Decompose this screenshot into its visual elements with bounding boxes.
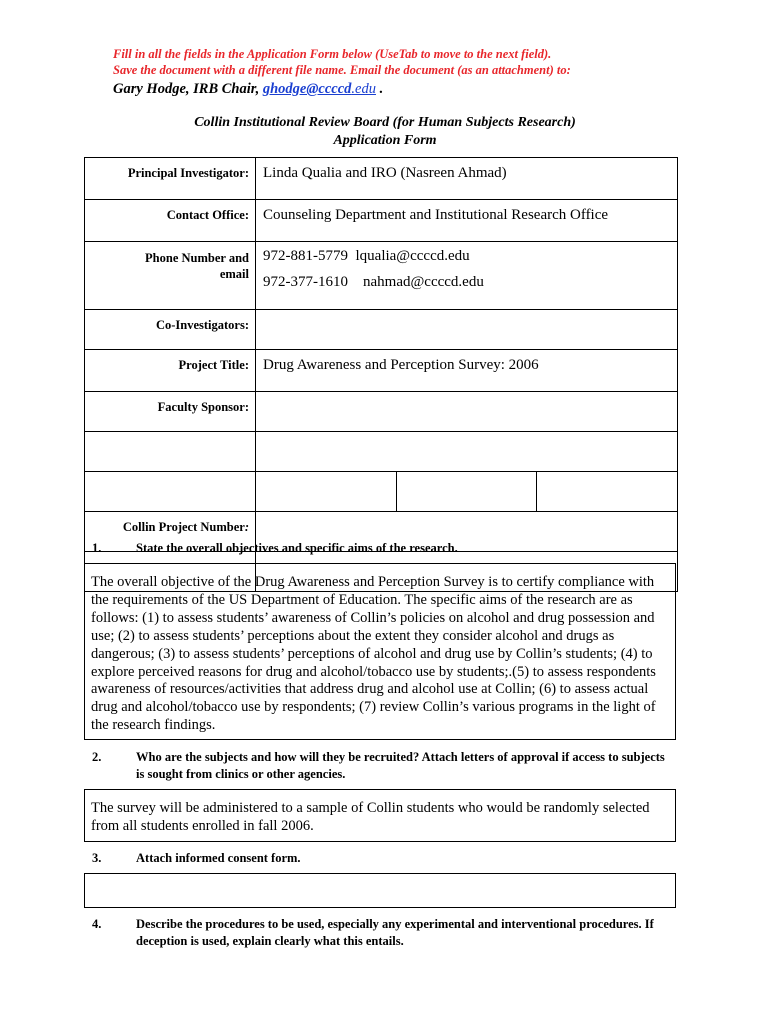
application-form-table (84, 157, 678, 592)
question-2-answer[interactable]: The survey will be administered to a sample of Collin students who would be randomly selected from all students enrolled in fall 2006. (84, 789, 676, 842)
question-1-text: State the overall objectives and specific aims of the research. (136, 541, 458, 555)
principal-investigator-field[interactable]: Linda Qualia and IRO (Nasreen Ahmad) (256, 158, 678, 200)
blank-field-c[interactable] (537, 472, 678, 512)
phone-email-label-line-1: Phone Number and (145, 251, 249, 265)
question-4-number: 4. (92, 917, 102, 931)
phone-line-2: 972-377-1610 nahmad@ccccd.edu (263, 274, 484, 290)
blank-field[interactable] (256, 432, 678, 472)
contact-office-field[interactable]: Counseling Department and Institutional Research Office (256, 200, 678, 242)
form-title: Collin Institutional Review Board (for Human Subjects Research) (194, 115, 576, 130)
question-3-number: 3. (92, 851, 102, 865)
question-1-number: 1. (92, 541, 102, 555)
project-title-label: Project Title: (85, 350, 256, 392)
phone-email-field[interactable] (256, 242, 678, 310)
collin-project-number-colon: : (244, 520, 249, 534)
principal-investigator-label: Principal Investigator: (85, 158, 256, 200)
blank-field-a[interactable] (256, 472, 397, 512)
blank-label-cell[interactable] (85, 432, 256, 472)
instruction-line-1: Fill in all the fields in the Application Form below (UseTab to move to the next field). (113, 47, 552, 61)
irb-chair-email-domain: .edu (351, 81, 376, 97)
instructions (113, 46, 713, 99)
question-3-answer[interactable] (84, 873, 676, 908)
phone-email-label-line-2: email (219, 267, 249, 281)
question-3-text: Attach informed consent form. (136, 851, 301, 865)
blank-label-cell-2[interactable] (85, 472, 256, 512)
irb-chair-end: . (375, 81, 384, 97)
collin-project-number-text: Collin Project Number (122, 520, 245, 534)
instruction-line-2: Save the document with a different file name. Email the document (as an attachment) to: (113, 63, 571, 77)
faculty-sponsor-field[interactable] (256, 392, 678, 432)
co-investigators-field[interactable] (256, 310, 678, 350)
question-4-text: Describe the procedures to be used, especially any experimental and interventional procedures. If deception is used, explain clearly what this entails. (136, 917, 654, 948)
co-investigators-label: Co-Investigators: (85, 310, 256, 350)
blank-field-b[interactable] (396, 472, 537, 512)
question-2-text: Who are the subjects and how will they be recruited? Attach letters of approval if access to subjects is sought from clinics or other agencies. (136, 750, 665, 781)
contact-office-label: Contact Office: (85, 200, 256, 242)
project-title-field[interactable]: Drug Awareness and Perception Survey: 2006 (256, 350, 678, 392)
phone-line-1: 972-881-5779 lqualia@ccccd.edu (263, 248, 470, 264)
phone-email-label (85, 242, 256, 310)
form-subtitle: Application Form (333, 133, 437, 148)
faculty-sponsor-label: Faculty Sponsor: (85, 392, 256, 432)
irb-chair-contact (113, 79, 713, 99)
irb-chair-name: Gary Hodge, IRB Chair, (113, 81, 263, 97)
irb-chair-email-user: ghodge@ccccd (262, 81, 352, 97)
irb-chair-email-link[interactable] (263, 81, 376, 97)
question-1-answer[interactable]: The overall objective of the Drug Awareness and Perception Survey is to certify compliance with the requirements of the US Department of Education. The specific aims of the research are as follows: (1) to assess students’ awareness of Collin’s policies on alcohol and drug possession and use; (2) to assess students’ perceptions about the extent they consider alcohol and drugs as dangerous; (3) to assess students’ perceptions of alcohol and drug use by Collin’s students; (4) to explore perceived reasons for drug and alcohol/tobacco use by students;.(5) to assess respondents awareness of resources/activities that address drug and alcohol use at Collin; (6) to assess actual drug and alcohol/tobacco use by respondents; (7) review Collin’s various programs in the light of the research findings. (84, 563, 676, 740)
question-2-number: 2. (92, 750, 102, 764)
